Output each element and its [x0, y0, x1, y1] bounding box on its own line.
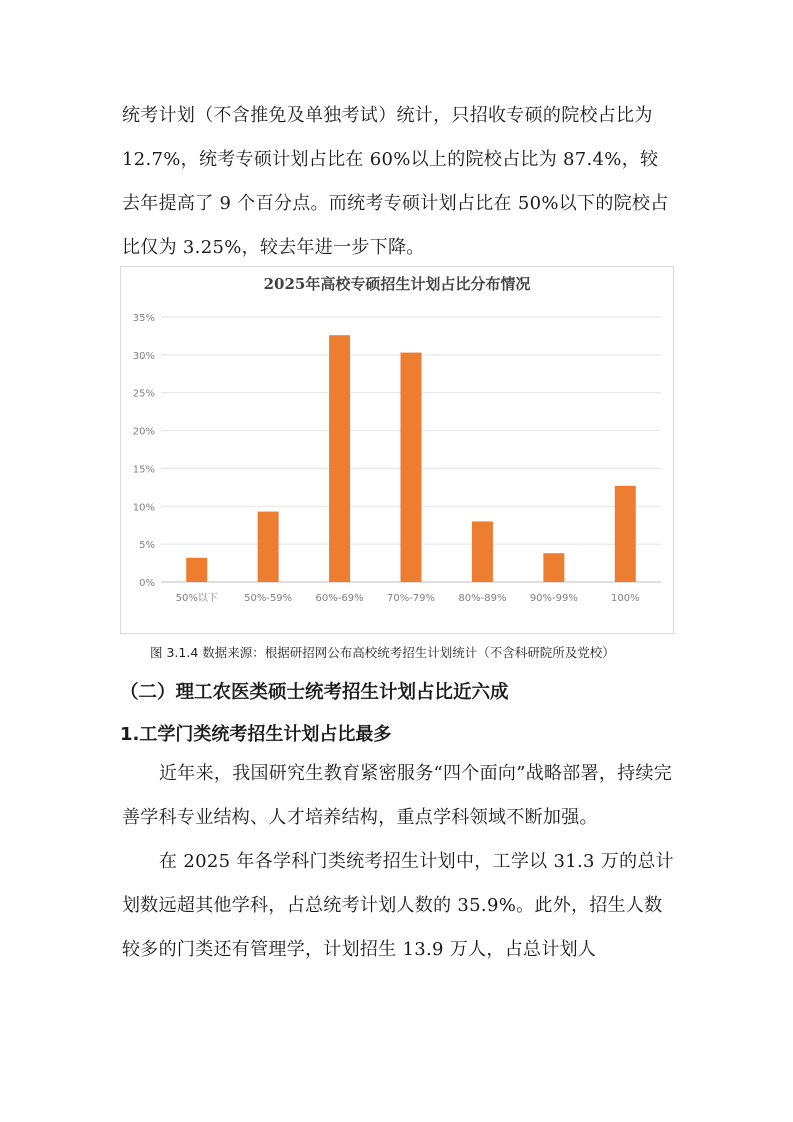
y-tick-label: 10%: [132, 502, 155, 514]
bar: [615, 486, 636, 582]
section-heading: （二）理工农医类硕士统考招生计划占比近六成: [120, 682, 509, 703]
chart-canvas: [121, 267, 673, 633]
intro-paragraph: 统考计划（不含推免及单独考试）统计，只招收专硕的院校占比为 12.7%，统考专硕计划占比在 60%以上的院校占比为 87.4%，较去年提高了 9 个百分点。而统考专硕计划占比在 50%以下的院校占比仅为 3.25%，较去年进一步下降。: [122, 105, 669, 258]
y-tick-label: 20%: [132, 426, 155, 438]
x-tick-label: 50%以下: [175, 593, 218, 604]
x-tick-label: 80%-89%: [458, 593, 507, 604]
y-tick-label: 30%: [132, 350, 155, 362]
x-tick-label: 100%: [610, 593, 640, 604]
bar: [186, 558, 207, 582]
y-tick-label: 25%: [132, 388, 155, 400]
paragraph-engineering-plan: 在 2025 年各学科门类统考招生计划中，工学以 31.3 万的总计划数远超其他学科，占总统考计划人数的 35.9%。此外，招生人数较多的门类还有管理学，计划招生 13.9 万人，占总计划人: [122, 851, 674, 960]
subsection-heading: 1.工学门类统考招生计划占比最多: [120, 724, 392, 745]
x-tick-label: 90%-99%: [529, 593, 578, 604]
y-tick-label: 15%: [132, 464, 155, 476]
bar: [401, 353, 422, 582]
bar: [258, 512, 279, 582]
y-tick-label: 5%: [139, 540, 155, 552]
chart-title: 2025年高校专硕招生计划占比分布情况: [263, 275, 531, 293]
figure-caption: 图 3.1.4 数据来源：根据研招网公布高校统考招生计划统计（不含科研院所及党校）: [150, 645, 615, 660]
bar: [329, 335, 350, 582]
bar: [472, 521, 493, 582]
y-tick-label: 0%: [139, 578, 155, 589]
x-tick-label: 50%-59%: [244, 593, 293, 604]
y-tick-label: 35%: [132, 313, 155, 324]
bar: [543, 553, 564, 582]
bar-chart: [120, 266, 674, 634]
x-tick-label: 60%-69%: [315, 593, 364, 604]
paragraph-four-orientations: 近年来，我国研究生教育紧密服务“四个面向”战略部署，持续完善学科专业结构、人才培养结构，重点学科领域不断加强。: [122, 763, 673, 828]
x-tick-label: 70%-79%: [386, 593, 436, 604]
